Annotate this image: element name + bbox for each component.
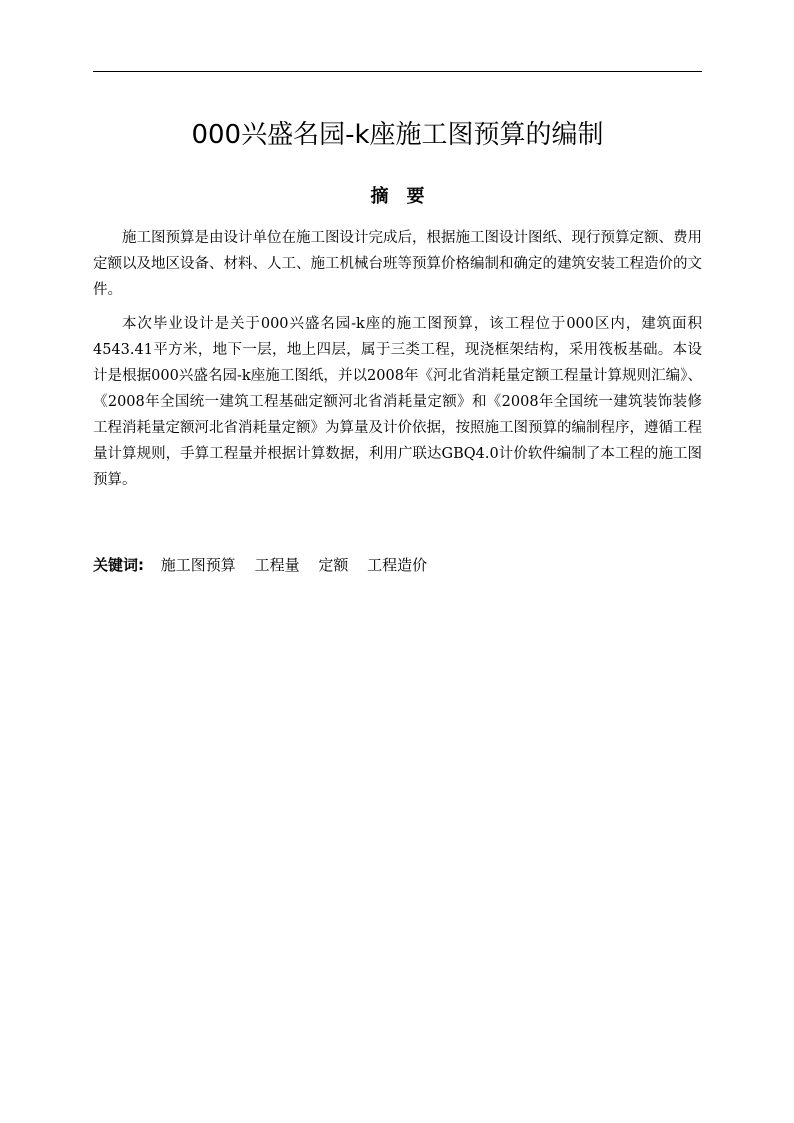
abstract-paragraph-2: 本次毕业设计是关于000兴盛名园-k座的施工图预算，该工程位于000区内，建筑面积4543.41平方米，地下一层，地上四层，属于三类工程，现浇框架结构，采用筏板基础。本设计是根据000兴盛名园-k座施工图纸，并以2008年《河北省消耗量定额工程量计算规则汇编》、《2008年全国统一建筑工程基础定额河北省消耗量定额》和《2008年全国统一建筑装饰装修工程消耗量定额河北省消耗量定额》为算量及计价依据，按照施工图预算的编制程序，遵循工程量计算规则，手算工程量并根据计算数据，利用广联达GBQ4.0计价软件编制了本工程的施工图预算。 (93, 316, 702, 488)
abstract-heading: 摘要 (370, 186, 443, 207)
keywords-line (93, 552, 702, 578)
keywords-list (161, 556, 441, 574)
abstract-paragraph-1: 施工图预算是由设计单位在施工图设计完成后，根据施工图设计图纸、现行预算定额、费用定额以及地区设备、材料、人工、施工机械台班等预算价格编制和确定的建筑安装工程造价的文件。 (93, 230, 702, 298)
keyword-item: 定额 (318, 556, 349, 574)
document-title: 000兴盛名园-k座施工图预算的编制 (191, 120, 604, 150)
keywords-label: 关键词: (93, 556, 144, 574)
keyword-item: 工程量 (254, 556, 300, 574)
header-rule (93, 71, 702, 72)
keyword-item: 工程造价 (367, 556, 428, 574)
keyword-item: 施工图预算 (160, 556, 236, 574)
